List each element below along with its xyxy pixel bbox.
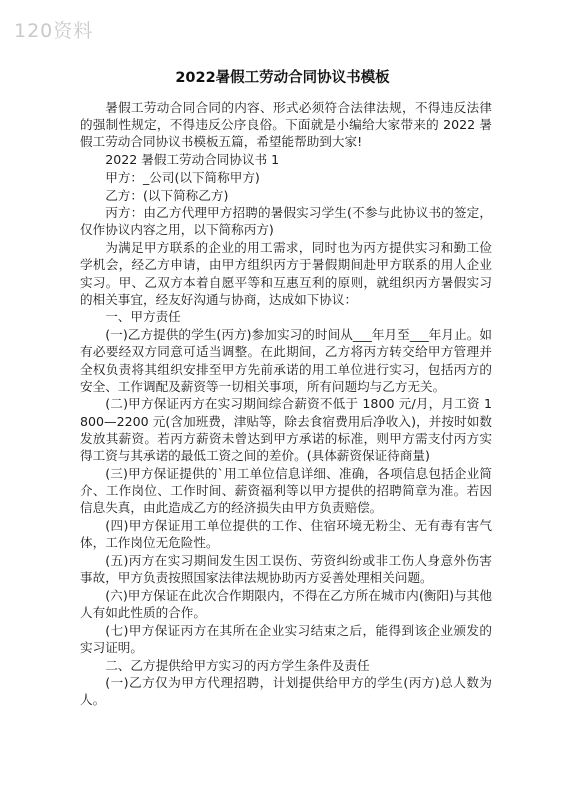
clause-a-2: (二)甲方保证丙方在实习期间综合薪资不低于 1800 元/月，月工资 1800—2200 元(含加班费，津贴等，除去食宿费用后净收入)，并按时如数发放其薪资。若丙方薪资未曾达到甲方承诺的标准，则甲方需支付丙方实得工资与其承诺的最低工资之间的差价。(具体薪资保证待商量) bbox=[80, 396, 492, 464]
party-b-line: 乙方：(以下简称乙方) bbox=[105, 187, 229, 203]
clause-b-1: (一)乙方仅为甲方代理招聘，计划提供给甲方的学生(丙方)总人数为人。 bbox=[80, 675, 492, 708]
section-heading-contract-1: 2022 暑假工劳动合同协议书 1 bbox=[105, 152, 280, 168]
party-a-line: 甲方：_公司(以下简称甲方) bbox=[105, 169, 260, 185]
purpose-paragraph: 为满足甲方联系的企业的用工需求，同时也为丙方提供实习和勤工俭学机会，经乙方申请，由甲方组织丙方于暑假期间赴甲方联系的用人企业实习。甲、乙双方本着自愿平等和互惠互利的原则，就组织丙方暑假实习的相关事宜，经友好沟通与协商，达成如下协议： bbox=[80, 240, 492, 307]
clause-a-6: (六)甲方保证在此次合作期限内，不得在乙方所在城市内(衡阳)与其他人有如此性质的合作。 bbox=[80, 587, 492, 620]
clause-a-1: (一)乙方提供的学生(丙方)参加实习的时间从___年月至___年月止。如有必要经双方同意可适当调整。在此期间，乙方将丙方转交给甲方管理并全权负责将其组织安排至甲方先前承诺的用工单位进行实习，包括丙方的安全、工作调配及薪资等一切相关事项，所有问题均与乙方无关。 bbox=[80, 327, 492, 394]
clause-a-5: (五)丙方在实习期间发生因工误伤、劳资纠纷或非工伤人身意外伤害事故，甲方负责按照国家法律法规协助丙方妥善处理相关问题。 bbox=[80, 552, 492, 585]
document-body bbox=[80, 99, 492, 709]
party-c-line: 丙方：由乙方代理甲方招聘的暑假实习学生(不参与此协议书的签定，仅作协议内容之用，以下简称丙方) bbox=[80, 205, 492, 238]
clause-a-3: (三)甲方保证提供的`用工单位信息详细、准确，各项信息包括企业简介、工作岗位、工作时间、薪资福利等以甲方提供的招聘简章为准。若因信息失真，由此造成乙方的经济损失由甲方负责赔偿。 bbox=[80, 465, 492, 516]
document-title: 2022暑假工劳动合同协议书模板 bbox=[175, 70, 390, 86]
clause-a-4: (四)甲方保证用工单位提供的工作、住宿环境无粉尘、无有毒有害气体，工作岗位无危险性。 bbox=[80, 517, 492, 551]
clause-a-7: (七)甲方保证丙方在其所在企业实习结束之后，能得到该企业颁发的实习证明。 bbox=[80, 622, 492, 655]
section-heading-party-b-duties: 二、乙方提供给甲方实习的丙方学生条件及责任 bbox=[105, 657, 370, 673]
intro-paragraph: 暑假工劳动合同合同的内容、形式必须符合法律法规，不得违反法律的强制性规定，不得违反公序良俗。下面就是小编给大家带来的 2022 暑假工劳动合同协议书模板五篇，希望能帮助到大家! bbox=[80, 100, 492, 150]
watermark-logo: 120资料 bbox=[14, 20, 94, 42]
section-heading-party-a-duties: 一、甲方责任 bbox=[105, 309, 181, 325]
